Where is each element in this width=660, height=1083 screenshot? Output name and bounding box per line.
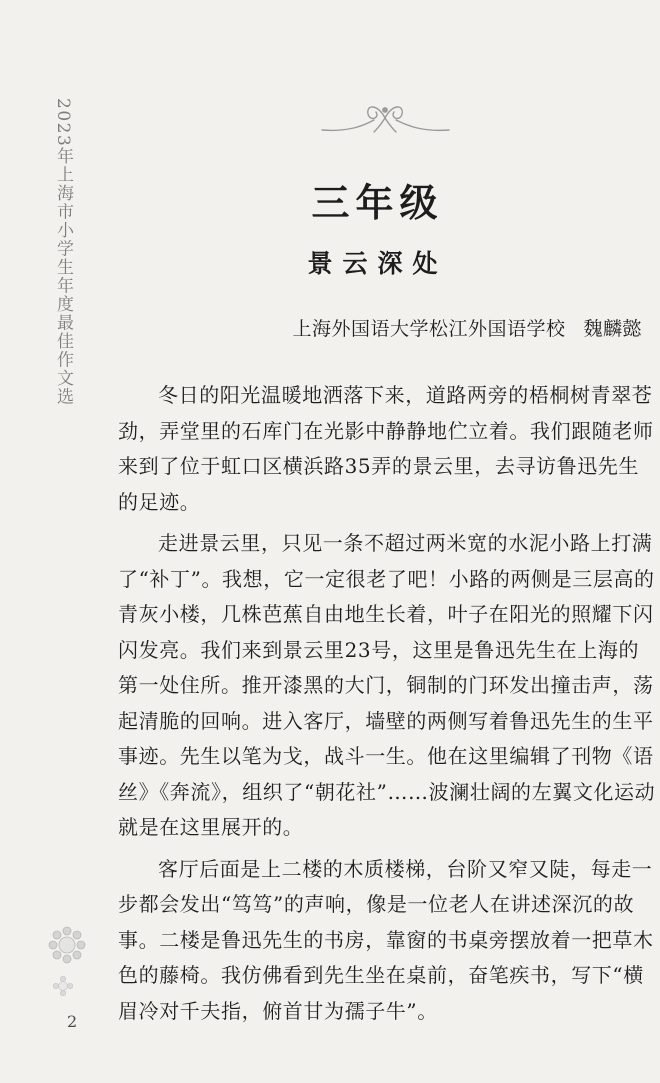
essay-title: 景云深处 <box>307 249 448 278</box>
paragraph: 冬日的阳光温暖地洒落下来，道路两旁的梧桐树青翠苍劲，弄堂里的石库门在光影中静静地伫立着。我们跟随老师来到了位于虹口区横浜路35弄的景云里，去寻访鲁迅先生的足迹。 <box>118 383 654 514</box>
paragraph: 走进景云里，只见一条不超过两米宽的水泥小路上打满了“补丁”。我想，它一定很老了吧！小路的两侧是三层高的青灰小楼，几株芭蕉自由地生长着，叶子在阳光的照耀下闪闪发亮。我们来到景云里23号，这里是鲁迅先生在上海的第一处住所。推开漆黑的大门，铜制的门环发出撞击声，荡起清脆的回响。进入客厅，墙壁的两侧写着鲁迅先生的生平事迹。先生以笔为戈，战斗一生。他在这里编辑了刊物《语丝》《奔流》，组织了“朝花社”……波澜壮阔的左翼文化运动就是在这里展开的。 <box>118 531 656 839</box>
page-number: 2 <box>67 1012 78 1031</box>
book-series-title: 2023年上海市小学生年度最佳作文选 <box>53 98 73 407</box>
flower-decoration-icon <box>52 975 74 997</box>
flourish-ornament-icon <box>318 96 453 136</box>
grade-heading: 三年级 <box>311 180 444 225</box>
essay-body <box>118 378 658 1035</box>
byline <box>292 314 642 341</box>
school-name: 上海外国语大学松江外国语学校 <box>292 318 566 340</box>
author-name: 魏麟懿 <box>583 318 642 340</box>
paragraph: 客厅后面是上二楼的木质楼梯，台阶又窄又陡，每走一步都会发出“笃笃”的声响，像是一位老人在讲述深沉的故事。二楼是鲁迅先生的书房，靠窗的书桌旁摆放着一把草木色的藤椅。我仿佛看到先生坐在桌前，奋笔疾书，写下“横眉冷对千夫指，俯首甘为孺子牛”。 <box>118 856 654 1023</box>
flower-decoration-icon <box>47 925 87 965</box>
